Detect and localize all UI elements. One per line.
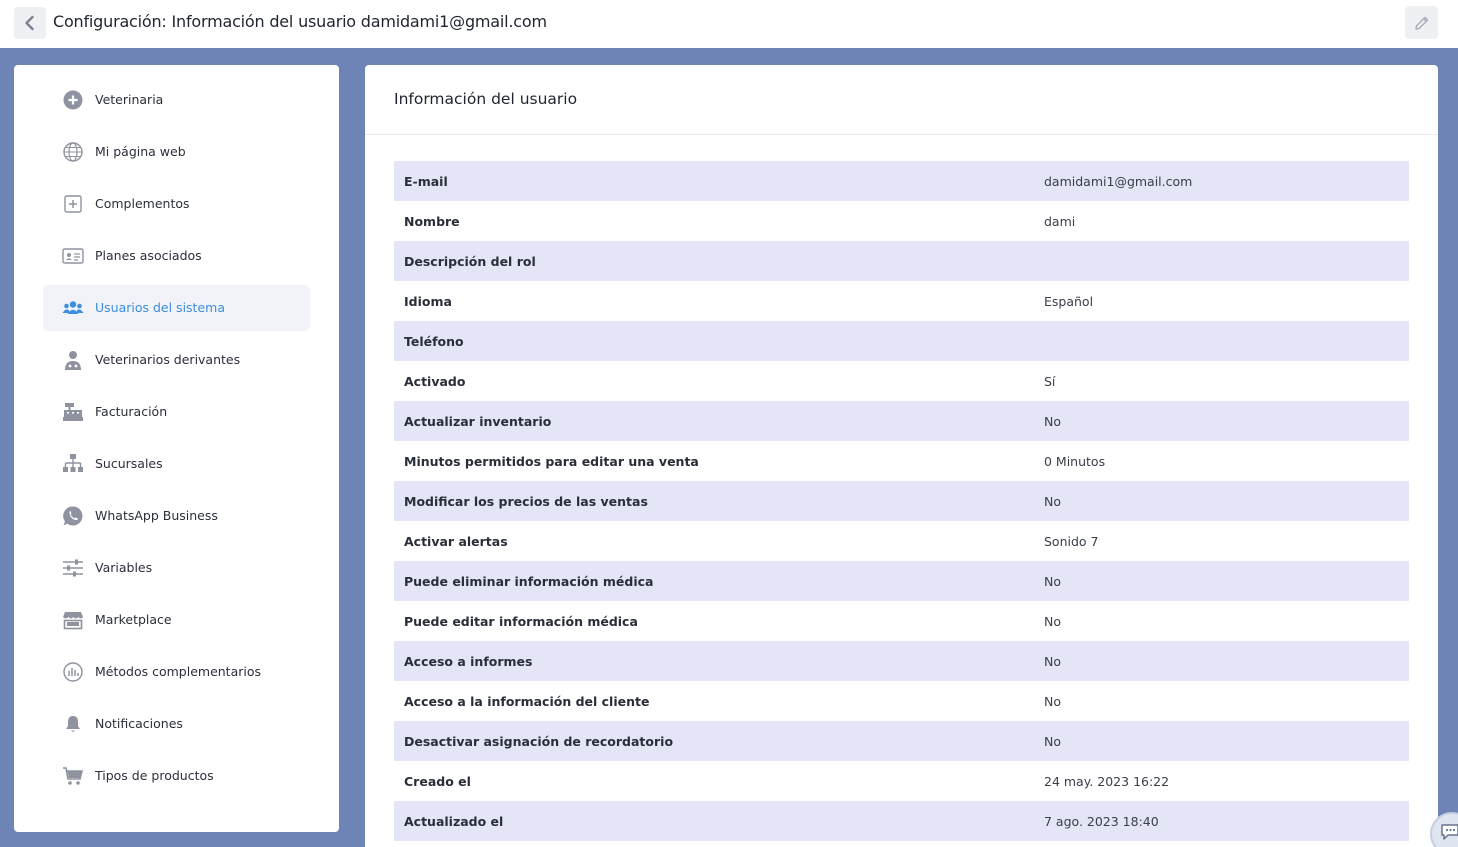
sidebar-item-sucursales[interactable]	[43, 441, 310, 487]
sidebar-item-label: Usuarios del sistema	[95, 300, 225, 315]
table-row	[394, 241, 1409, 281]
sidebar-item-label: Veterinaria	[95, 92, 164, 107]
sidebar-item-label: Tipos de productos	[95, 768, 214, 783]
sidebar-item-tipos-de-productos[interactable]	[43, 753, 310, 799]
row-value: Español	[1044, 294, 1094, 309]
row-label: Activado	[404, 374, 466, 389]
plus-circle-icon	[62, 89, 84, 111]
table-row	[394, 601, 1409, 641]
sidebar-item-label: Facturación	[95, 404, 168, 419]
bell-icon	[62, 713, 84, 735]
sidebar-item-metodos-complementarios[interactable]	[43, 649, 310, 695]
table-row	[394, 281, 1409, 321]
row-value: 0 Minutos	[1044, 454, 1106, 469]
row-label: Actualizado el	[404, 814, 504, 829]
sidebar-item-facturacion[interactable]	[43, 389, 310, 435]
row-label: Desactivar asignación de recordatorio	[404, 734, 674, 749]
sidebar-item-label: WhatsApp Business	[95, 508, 218, 523]
back-button[interactable]	[14, 7, 46, 39]
id-card-icon	[62, 245, 84, 267]
sidebar-item-label: Marketplace	[95, 612, 172, 627]
row-value: No	[1044, 494, 1061, 509]
row-value: No	[1044, 614, 1061, 629]
page-title: Configuración: Información del usuario damidami1@gmail.com	[53, 12, 547, 31]
row-label: Nombre	[404, 214, 460, 229]
row-label: Teléfono	[404, 334, 464, 349]
cash-register-icon	[62, 401, 84, 423]
table-row	[394, 481, 1409, 521]
plus-square-icon	[62, 193, 84, 215]
table-row	[394, 201, 1409, 241]
row-label: Actualizar inventario	[404, 414, 552, 429]
user-info-panel	[365, 65, 1438, 847]
sidebar-item-variables[interactable]	[43, 545, 310, 591]
sidebar-item-label: Variables	[95, 560, 153, 575]
row-value: Sonido 7	[1044, 534, 1099, 549]
row-value: No	[1044, 414, 1061, 429]
table-row	[394, 681, 1409, 721]
row-label: Idioma	[404, 294, 452, 309]
table-row	[394, 801, 1409, 841]
row-label: Creado el	[404, 774, 471, 789]
row-label: Minutos permitidos para editar una venta	[404, 454, 699, 469]
chevron-left-icon	[23, 15, 37, 31]
sidebar-item-label: Planes asociados	[95, 248, 202, 263]
store-icon	[62, 609, 84, 631]
row-label: Acceso a informes	[404, 654, 533, 669]
row-value: No	[1044, 734, 1061, 749]
table-row	[394, 721, 1409, 761]
row-value: No	[1044, 574, 1061, 589]
row-label: Descripción del rol	[404, 254, 536, 269]
sidebar-item-label: Métodos complementarios	[95, 664, 262, 679]
table-row	[394, 321, 1409, 361]
sidebar-item-marketplace[interactable]	[43, 597, 310, 643]
sidebar-item-label: Mi página web	[95, 144, 186, 159]
table-row	[394, 361, 1409, 401]
cart-icon	[62, 765, 84, 787]
sidebar-item-label: Notificaciones	[95, 716, 183, 731]
sidebar-item-mi-pagina-web[interactable]	[43, 129, 310, 175]
top-bar	[0, 0, 1458, 48]
chat-bubble-icon	[1438, 820, 1458, 844]
users-icon	[62, 297, 84, 319]
table-row	[394, 641, 1409, 681]
table-row	[394, 161, 1409, 201]
row-value: 7 ago. 2023 18:40	[1044, 814, 1159, 829]
table-row	[394, 441, 1409, 481]
sidebar-item-veterinaria[interactable]	[43, 77, 310, 123]
sidebar-item-whatsapp-business[interactable]	[43, 493, 310, 539]
row-label: Modificar los precios de las ventas	[404, 494, 648, 509]
whatsapp-icon	[62, 505, 84, 527]
row-label: Puede editar información médica	[404, 614, 638, 629]
table-row	[394, 401, 1409, 441]
row-value: No	[1044, 694, 1061, 709]
row-value: 24 may. 2023 16:22	[1044, 774, 1170, 789]
row-label: Acceso a la información del cliente	[404, 694, 650, 709]
row-label: E-mail	[404, 174, 448, 189]
user-info-table	[394, 161, 1409, 841]
row-label: Puede eliminar información médica	[404, 574, 654, 589]
table-row	[394, 561, 1409, 601]
globe-icon	[62, 141, 84, 163]
row-value: dami	[1044, 214, 1076, 229]
table-row	[394, 521, 1409, 561]
row-value: No	[1044, 654, 1061, 669]
sliders-icon	[62, 557, 84, 579]
panel-header	[365, 65, 1438, 135]
sitemap-icon	[62, 453, 84, 475]
sidebar-item-planes-asociados[interactable]	[43, 233, 310, 279]
panel-title: Información del usuario	[394, 90, 578, 108]
sidebar-item-label: Sucursales	[95, 456, 163, 471]
row-value: damidami1@gmail.com	[1044, 174, 1193, 189]
pencil-icon	[1413, 14, 1431, 32]
settings-sidebar	[14, 65, 339, 832]
sidebar-item-label: Complementos	[95, 196, 190, 211]
sidebar-item-veterinarios-derivantes[interactable]	[43, 337, 310, 383]
row-value: Sí	[1044, 374, 1056, 389]
row-label: Activar alertas	[404, 534, 508, 549]
sidebar-item-label: Veterinarios derivantes	[95, 352, 241, 367]
table-row	[394, 761, 1409, 801]
sidebar-item-complementos[interactable]	[43, 181, 310, 227]
user-doctor-icon	[62, 349, 84, 371]
chart-circle-icon	[62, 661, 84, 683]
sidebar-item-usuarios-del-sistema[interactable]	[43, 285, 310, 331]
sidebar-item-notificaciones[interactable]	[43, 701, 310, 747]
edit-button[interactable]	[1405, 6, 1438, 39]
